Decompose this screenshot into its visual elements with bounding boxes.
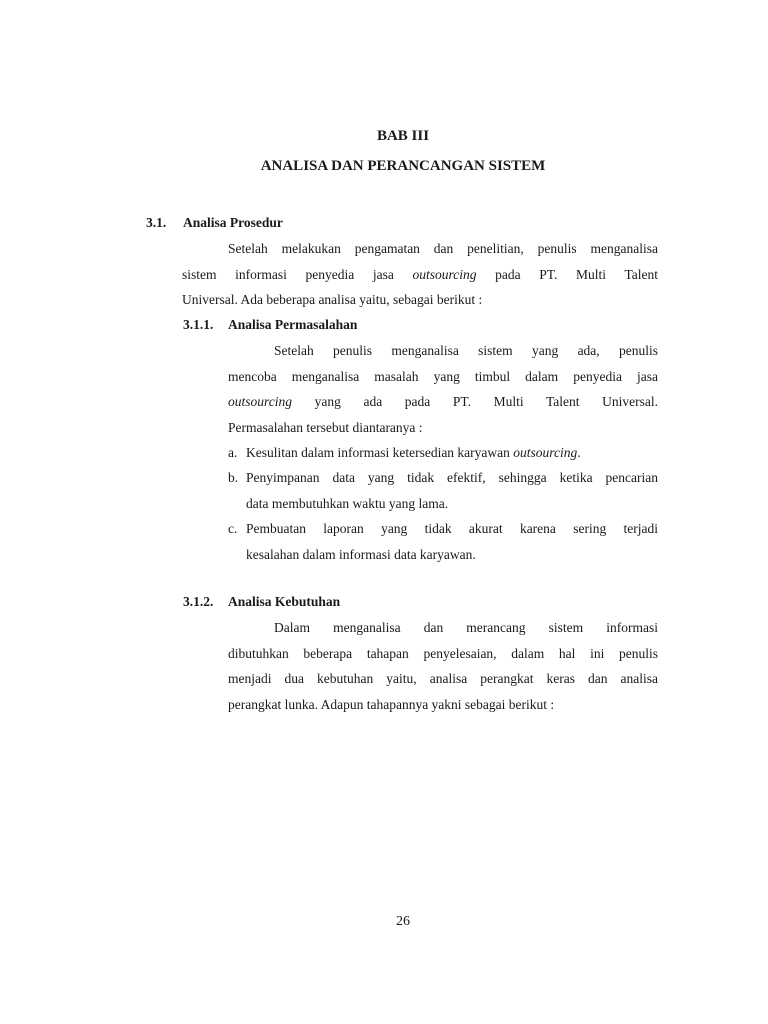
paragraph-line: Universal. Ada beberapa analisa yaitu, sebagai berikut : <box>182 292 483 307</box>
section-number: 3.1.1. <box>183 317 214 332</box>
list-line: Kesulitan dalam informasi ketersedian karyawan outsourcing. <box>246 445 581 460</box>
list-item <box>228 516 658 568</box>
list-line: Pembuatan laporan yang tidak akurat karena sering terjadi <box>246 521 658 536</box>
list-item <box>228 465 658 517</box>
list-line: kesalahan dalam informasi data karyawan. <box>246 546 476 562</box>
paragraph-line: Setelah penulis menganalisa sistem yang ada, penulis <box>274 343 658 358</box>
paragraph-line: Dalam menganalisa dan merancang sistem informasi <box>274 620 658 635</box>
list-marker: c. <box>228 521 238 536</box>
paragraph-line: perangkat lunka. Adapun tahapannya yakni sebagai berikut : <box>228 696 555 712</box>
paragraph-line: mencoba menganalisa masalah yang timbul dalam penyedia jasa <box>228 368 658 384</box>
paragraph-line: Setelah melakukan pengamatan dan penelitian, penulis menganalisa <box>228 241 658 256</box>
list-marker: b. <box>228 470 239 485</box>
list-item <box>228 440 658 466</box>
page-number: 26 <box>396 914 410 929</box>
paragraph-line: menjadi dua kebutuhan yaitu, analisa perangkat keras dan analisa <box>228 671 658 686</box>
chapter-title: ANALISA DAN PERANCANGAN SISTEM <box>260 158 546 174</box>
section-3-1-paragraph <box>182 236 658 313</box>
section-number: 3.1. <box>146 215 167 230</box>
chapter-number: BAB III <box>376 128 430 144</box>
paragraph-line: Permasalahan tersebut diantaranya : <box>228 419 423 435</box>
section-title: Analisa Prosedur <box>183 215 283 230</box>
section-title: Analisa Permasalahan <box>228 317 358 332</box>
paragraph-line: outsourcing yang ada pada PT. Multi Talent Universal. <box>228 394 658 409</box>
section-title: Analisa Kebutuhan <box>228 594 341 609</box>
section-number: 3.1.2. <box>183 594 214 609</box>
list-line: Penyimpanan data yang tidak efektif, sehingga ketika pencarian <box>246 470 658 485</box>
list-marker: a. <box>228 445 238 460</box>
paragraph-line: sistem informasi penyedia jasa outsourcing pada PT. Multi Talent <box>182 266 658 282</box>
list-line: data membutuhkan waktu yang lama. <box>246 495 449 511</box>
section-3-1-1-paragraph <box>228 338 658 440</box>
paragraph-line: dibutuhkan beberapa tahapan penyelesaian, dalam hal ini penulis <box>228 645 658 661</box>
section-3-1-2-paragraph <box>228 615 658 717</box>
